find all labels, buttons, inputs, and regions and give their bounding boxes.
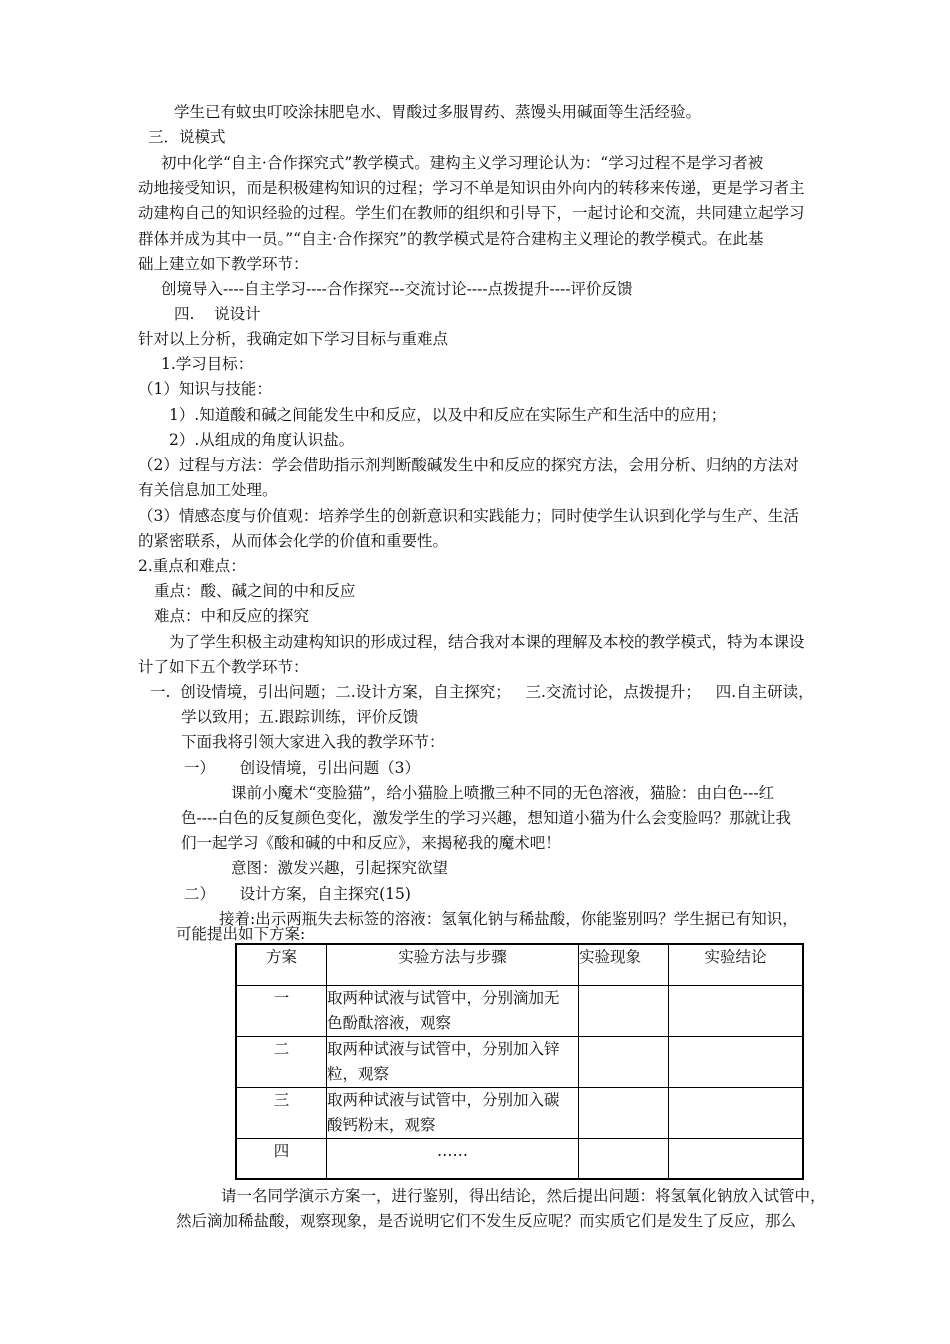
table-header-row	[236, 944, 803, 986]
conclusion-cell	[669, 986, 804, 1037]
phenomenon-cell	[579, 1088, 669, 1139]
method-line: ……	[437, 1142, 468, 1160]
text-line: 课前小魔术“变脸猫”，给小猫脸上喷撒三种不同的无色溶液，猫脸：由白色---红	[231, 784, 775, 802]
text-line: 创境导入----自主学习----合作探究---交流讨论----点拨提升----评价反馈	[161, 280, 633, 298]
conclusion-cell	[669, 1139, 804, 1180]
plan-cell: 三	[236, 1088, 327, 1139]
text-line: 1）.知道酸和碱之间能发生中和反应，以及中和反应在实际生产和生活中的应用；	[169, 406, 727, 424]
method-line: 取两种试液与试管中，分别加入锌	[327, 1040, 560, 1058]
experiment-plan-table	[235, 943, 804, 1180]
table-row	[236, 1139, 803, 1180]
conclusion-cell	[669, 1088, 804, 1139]
phenomenon-cell	[579, 1139, 669, 1180]
method-line: 取两种试液与试管中，分别滴加无	[327, 989, 560, 1007]
text-line: 群体并成为其中一员。”“自主·合作探究”的教学模式是符合建构主义理论的教学模式。在此基	[138, 230, 764, 248]
table-row	[236, 1088, 803, 1139]
plan-cell: 四	[236, 1139, 327, 1180]
text-line: 1.学习目标：	[161, 355, 254, 373]
method-cell	[327, 1139, 579, 1180]
text-line: 色----白色的反复颜色变化，激发学生的学习兴趣，想知道小猫为什么会变脸吗？那就让我	[181, 809, 791, 827]
header-plan: 方案	[236, 944, 327, 986]
text-line: 动建构自己的知识经验的过程。学生们在教师的组织和引导下，一起讨论和交流，共同建立起学习	[138, 204, 805, 222]
method-line: 色酚酞溶液，观察	[327, 1014, 452, 1032]
text-line: 接着:出示两瓶失去标签的溶液：氢氧化钠与稀盐酸，你能鉴别吗？学生据已有知识，	[219, 910, 798, 928]
section-heading: 四. 说设计	[174, 305, 261, 323]
table-row	[236, 1037, 803, 1088]
text-line: 的紧密联系，从而体会化学的价值和重要性。	[138, 532, 449, 550]
text-line: 有关信息加工处理。	[138, 481, 278, 499]
header-method: 实验方法与步骤	[327, 944, 579, 986]
plan-cell: 一	[236, 986, 327, 1037]
conclusion-cell	[669, 1037, 804, 1088]
header-conclusion: 实验结论	[669, 944, 804, 986]
text-line: 然后滴加稀盐酸，观察现象，是否说明它们不发生反应呢？而实质它们是发生了反应，那么	[176, 1212, 797, 1230]
method-cell	[327, 1088, 579, 1139]
text-line: 为了学生积极主动建构知识的形成过程，结合我对本课的理解及本校的教学模式，特为本课设	[169, 633, 805, 651]
text-line: 计了如下五个教学环节：	[138, 658, 309, 676]
method-line: 酸钙粉末，观察	[327, 1116, 436, 1134]
text-line: 2）.从组成的角度认识盐。	[169, 431, 355, 449]
method-line: 粒，观察	[327, 1065, 390, 1083]
text-line: 难点：中和反应的探究	[154, 607, 310, 625]
text-line: 可能提出如下方案:	[176, 925, 306, 943]
text-line: 一. 创设情境，引出问题；二.设计方案，自主探究； 三.交流讨论，点拨提升； 四.自主研读，	[150, 683, 814, 701]
text-line: 初中化学“自主·合作探究式”教学模式。建构主义学习理论认为：“学习过程不是学习者被	[161, 154, 764, 172]
method-cell	[327, 986, 579, 1037]
header-phenomenon: 实验现象	[579, 944, 669, 986]
subsection-heading: 一） 创设情境，引出问题（3）	[184, 759, 420, 777]
text-line: 们一起学习《酸和碱的中和反应》，来揭秘我的魔术吧！	[181, 834, 561, 852]
plan-cell: 二	[236, 1037, 327, 1088]
section-heading: 三．说模式	[148, 128, 226, 146]
text-line: 动地接受知识，而是积极建构知识的过程；学习不单是知识由外向内的转移来传递，更是学习者主	[138, 179, 805, 197]
subsection-heading: 二） 设计方案，自主探究(15)	[184, 885, 411, 903]
text-line: （1）知识与技能：	[138, 380, 272, 398]
text-line: 2.重点和难点：	[138, 557, 246, 575]
table-row	[236, 986, 803, 1037]
text-line: 下面我将引领大家进入我的教学环节：	[181, 733, 445, 751]
text-line: 学以致用；五.跟踪训练，评价反馈	[181, 708, 419, 726]
phenomenon-cell	[579, 986, 669, 1037]
text-line: 础上建立如下教学环节：	[138, 255, 309, 273]
text-line: 请一名同学演示方案一，进行鉴别，得出结论，然后提出问题：将氢氧化钠放入试管中，	[221, 1187, 826, 1205]
text-line: （3）情感态度与价值观：培养学生的创新意识和实践能力；同时使学生认识到化学与生产、生活	[138, 507, 799, 525]
method-line: 取两种试液与试管中，分别加入碳	[327, 1091, 560, 1109]
text-line: 重点：酸、碱之间的中和反应	[154, 582, 356, 600]
phenomenon-cell	[579, 1037, 669, 1088]
text-line: 针对以上分析，我确定如下学习目标与重难点	[138, 330, 449, 348]
text-line: （2）过程与方法：学会借助指示剂判断酸碱发生中和反应的探究方法，会用分析、归纳的方法对	[138, 456, 799, 474]
text-line: 意图：激发兴趣，引起探究欲望	[231, 859, 449, 877]
text-line: 学生已有蚊虫叮咬涂抹肥皂水、胃酸过多服胃药、蒸馒头用碱面等生活经验。	[174, 103, 702, 121]
method-cell	[327, 1037, 579, 1088]
